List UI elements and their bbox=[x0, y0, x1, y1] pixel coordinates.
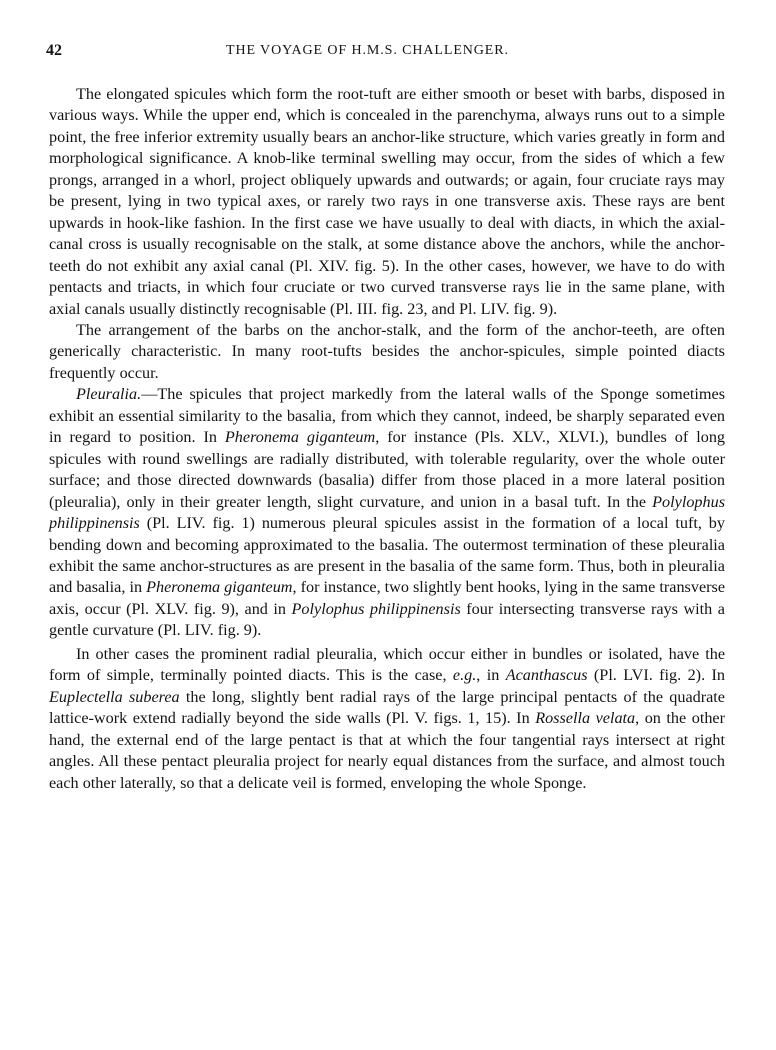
taxon-name: Acanthascus bbox=[505, 666, 588, 685]
text-segment: , in bbox=[476, 666, 506, 685]
text-segment: the long, slightly bent radial rays of the large principal pentacts of the quadrate lattice-work extend radially beyond the side walls (Pl. V. figs. 1, 15). In bbox=[49, 687, 725, 728]
running-head bbox=[46, 42, 734, 62]
text-segment: (Pl. LIV. fig. 1) numerous pleural spicules assist in the formation of a local tuft, by bending down and becoming approximated to the basalia. The outermost termination of these pleuralia exhibit the same anchor-structures as are present in the basalia of the same form. Thus, both in pleuralia and basalia, in bbox=[49, 514, 725, 597]
text-segment: (Pl. LVI. fig. 2). In bbox=[587, 666, 725, 685]
paragraph-root-tuft-spicules: The elongated spicules which form the root-tuft are either smooth or beset with barbs, disposed in various ways. While the upper end, which is concealed in the parenchyma, always runs out to a simple point, the free inferior extremity usually bears an anchor-like structure, which varies greatly in form and morphological significance. A knob-like terminal swelling may occur, from the sides of which a few prongs, arranged in a whorl, project obliquely upwards and outwards; or again, four cruciate rays may be present, lying in two typical axes, or rarely two rays in one transverse axis. These rays are bent upwards in hook-like fashion. In the first case we have usually to deal with diacts, in which the axial-canal cross is usually recognisable on the stalk, at some distance above the anchors, while the anchor-teeth do not exhibit any axial canal (Pl. XIV. fig. 5). In the other cases, however, we have to do with pentacts and triacts, in which four cruciate or two curved transverse rays lie in the same plane, with axial canals usually distinctly recognisable (Pl. III. fig. 23, and Pl. LIV. fig. 9). bbox=[49, 85, 725, 318]
running-title: THE VOYAGE OF H.M.S. CHALLENGER. bbox=[226, 43, 509, 58]
taxon-name: Polylophus philippinensis bbox=[291, 599, 461, 618]
taxon-name: Euplectella suberea bbox=[49, 687, 180, 706]
abbreviation-eg: e.g. bbox=[452, 666, 477, 685]
text-segment: , on the other hand, the external end of the large pentact is that at which the four tangential rays intersect at right angles. All these pentact pleuralia project for nearly equal distances from the surface, and almost touch each other laterally, so that a delicate veil is formed, enveloping the whole Sponge. bbox=[49, 709, 725, 792]
taxon-name: Pheronema giganteum bbox=[224, 428, 376, 447]
section-term-pleuralia: Pleuralia. bbox=[76, 385, 142, 404]
text-segment: In other cases the prominent radial pleuralia, which occur either in bundles or isolated, have the form of simple, terminally pointed diacts. This is the case, bbox=[49, 644, 725, 685]
paragraph-anchor-barbs: The arrangement of the barbs on the anchor-stalk, and the form of the anchor-teeth, are often generically characteristic. In many root-tufts besides the anchor-spicules, simple pointed diacts frequently occur. bbox=[49, 320, 725, 382]
paragraph-radial-pleuralia bbox=[49, 644, 725, 794]
text-segment: —The spicules that project markedly from the lateral walls of the Sponge sometimes exhibit an essential similarity to the basalia, from which they cannot, indeed, be sharply separated even in regard to position. In bbox=[49, 385, 725, 447]
paragraph-pleuralia bbox=[49, 384, 725, 641]
taxon-name: Pheronema giganteum bbox=[146, 578, 293, 597]
text-segment: four intersecting transverse rays with a gentle curvature (Pl. LIV. fig. 9). bbox=[49, 599, 725, 640]
taxon-name: Polylophus philippinensis bbox=[49, 492, 725, 533]
taxon-name: Rossella velata bbox=[535, 709, 636, 728]
text-segment: , for instance (Pls. XLV., XLVI.), bundles of long spicules with round swellings are radially distributed, with tolerable regularity, over the whole outer surface; and those directed downwards (basalia) differ from those placed in a more lateral position (pleuralia), only in their greater length, slight curvature, and union in a basal tuft. In the bbox=[49, 428, 726, 511]
page-number: 42 bbox=[46, 42, 62, 59]
text-segment: , for instance, two slightly bent hooks, lying in the same transverse axis, occur (Pl. XLV. fig. 9), and in bbox=[49, 578, 726, 618]
body-text bbox=[49, 84, 725, 794]
